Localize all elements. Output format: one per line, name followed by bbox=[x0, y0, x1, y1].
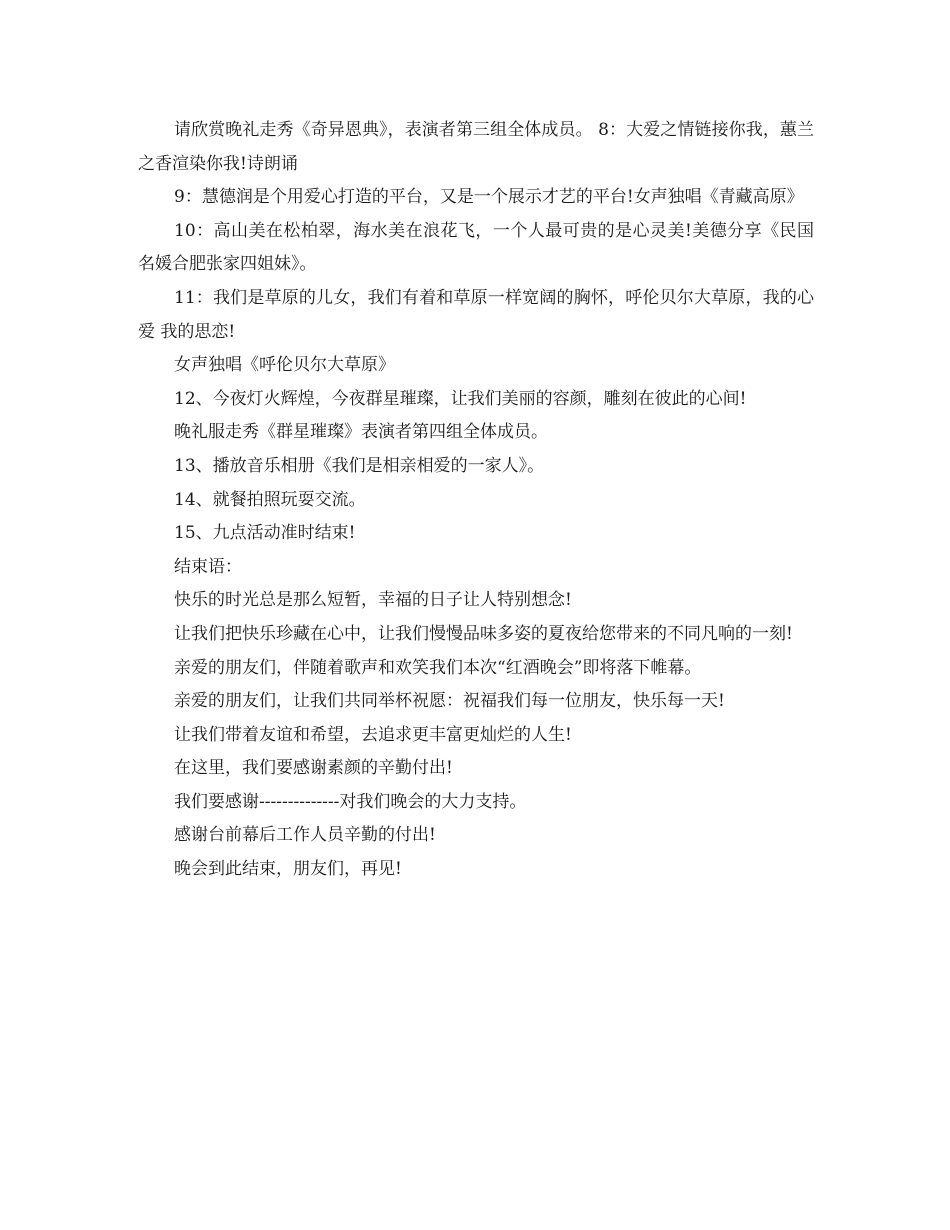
paragraph: 亲爱的朋友们，伴随着歌声和欢笑我们本次“红酒晚会”即将落下帷幕。 bbox=[174, 657, 702, 678]
paragraph: 我们要感谢--------------对我们晚会的大力支持。 bbox=[174, 791, 527, 812]
paragraph: 让我们把快乐珍藏在心中，让我们慢慢品味多姿的夏夜给您带来的不同凡响的一刻! bbox=[174, 623, 793, 644]
paragraph: 13、播放音乐相册《我们是相亲相爱的一家人》。 bbox=[174, 455, 545, 476]
section-heading-closing: 结束语： bbox=[174, 556, 242, 577]
paragraph: 10：高山美在松柏翠，海水美在浪花飞，一个人最可贵的是心灵美!美德分享《民国名媛合肥张家四姐妹》。 bbox=[138, 220, 814, 275]
paragraph: 晚会到此结束，朋友们，再见! bbox=[174, 859, 402, 880]
paragraph: 让我们带着友谊和希望，去追求更丰富更灿烂的人生! bbox=[174, 724, 572, 745]
paragraph: 15、九点活动准时结束! bbox=[174, 523, 356, 544]
paragraph: 14、就餐拍照玩耍交流。 bbox=[174, 489, 366, 510]
paragraph: 11：我们是草原的儿女，我们有着和草原一样宽阔的胸怀，呼伦贝尔大草原，我的心爱 我的思恋! bbox=[138, 287, 814, 342]
paragraph: 9：慧德润是个用爱心打造的平台，又是一个展示才艺的平台!女声独唱《青藏高原》 bbox=[174, 187, 804, 208]
paragraph: 12、今夜灯火辉煌，今夜群星璀璨，让我们美丽的容颜，雕刻在彼此的心间! bbox=[174, 388, 747, 409]
document-body bbox=[138, 114, 814, 887]
paragraph: 在这里，我们要感谢素颜的辛勤付出! bbox=[174, 758, 453, 779]
paragraph: 晚礼服走秀《群星璀璨》表演者第四组全体成员。 bbox=[174, 422, 548, 443]
paragraph: 亲爱的朋友们，让我们共同举杯祝愿：祝福我们每一位朋友，快乐每一天! bbox=[174, 691, 725, 712]
paragraph: 感谢台前幕后工作人员辛勤的付出! bbox=[174, 825, 436, 846]
paragraph: 请欣赏晚礼走秀《奇异恩典》，表演者第三组全体成员。 8：大爱之情链接你我，蕙兰之香渲染你我!诗朗诵 bbox=[138, 120, 814, 174]
paragraph: 快乐的时光总是那么短暂，幸福的日子让人特别想念! bbox=[174, 590, 572, 611]
paragraph: 女声独唱《呼伦贝尔大草原》 bbox=[174, 355, 395, 376]
